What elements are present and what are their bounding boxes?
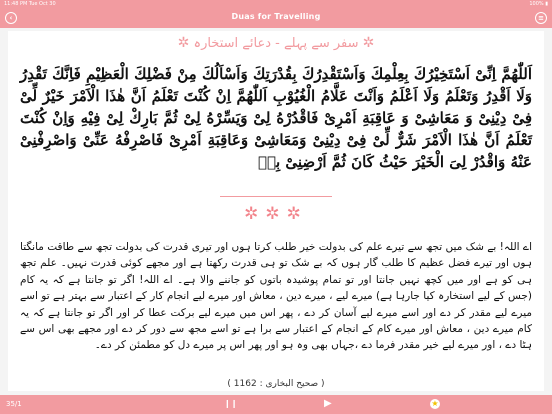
chevron-left-icon: ‹ xyxy=(9,14,13,22)
hamburger-menu-icon: ≡ xyxy=(538,14,544,22)
dua-title: سفر سے پہلے - دعائے استخارہ xyxy=(193,36,359,51)
dua-card xyxy=(8,31,544,391)
pause-icon[interactable]: ❙❙ xyxy=(224,399,238,408)
battery-indicator: 100% ▮ xyxy=(529,1,548,7)
arabic-dua-text: اَللّٰهُمَّ اِنِّىْ اَسْتَخِيْرُكَ بِعِلْمِكَ وَاَسْتَقْدِرُكَ بِقُدْرَتِكَ وَاَسْاَلُكَ مِنْ فَضْلِكَ الْعَظِيْمِ فَاِنَّكَ تَقْدِرُ وَلَا اَقْدِرُ وَتَعْلَمُ وَلَا اَعْلَمُ وَاَنْتَ عَلَّامُ الْغُيُوْبِ اَللّٰهُمَّ اِنْ كُنْتَ تَعْلَمُ اَنَّ هٰذَا الْاَمْرَ خَيْرٌ لِّىْ فِىْ دِيْنِىْ وَ مَعَاشِىْ وَ عَاقِبَةِ اَمْرِىْ فَاقْدُرْهُ لِىْ وَيَسِّرْهُ لِىْ ثُمَّ بَارِكْ لِىْ فِيْهِ وَاِنْ كُنْتَ تَعْلَمُ اَنَّ هٰذَا الْاَمْرَ شَرٌّ لِّىْ فِىْ دِيْنِىْ وَمَعَاشِىْ وَعَاقِبَةِ اَمْرِىْ فَاصْرِفْهُ عَنِّىْ وَاصْرِفْنِىْ عَنْهُ وَاقْدُرْ لِىَ الْخَيْرَ حَيْثُ كَانَ ثُمَّ اَرْضِنِىْ بِهٖ xyxy=(20,65,532,171)
status-time: 11:48 PM Tue Oct 30 xyxy=(4,1,56,7)
status-bar xyxy=(0,0,552,8)
urdu-translation: اے اللہ! بے شک میں تجھ سے تیرے علم کی بدولت خیر طلب کرتا ہوں اور تیری قدرت کی بدولت تجھ سے طاقت مانگتا ہوں اور تیرے فضل عظیم کا طلب گار ہوں کہ بے شک تو ہی قدرت رکھتا ہے اور مجھے کوئی قدرت نہیں۔ علم تجھ ہی کو ہے اور میں کچھ نہیں جانتا اور تو تمام پوشیدہ باتوں کو جاننے والا ہے۔ اے اللہ! اگر تو جانتا ہے کہ یہ کام (جس کے لیے استخارہ کیا جارہا ہے) میرے لیے ، میرے دین ، معاش اور میرے لیے انجام کار کے اعتبار سے بہتر ہے تو اسے میرے لیے مقدر کر دے اور اسے میرے لیے آسان کر دے ، پھر اس میں میرے لیے برکت عطا کر اور اگر تو جانتا ہے کہ یہ کام میرے دین ، معاش اور میرے کام کے انجام کے اعتبار سے برا ہے تو اسے مجھ سے دور کر دے اور مجھے بھی اس سے ہٹا دے ، اور میرے لیے خیر مقدر فرما دے ،جہاں بھی وہ ہو اور پھر اس پر میرے دل کو مطمئن کر دے۔ xyxy=(20,241,532,352)
navigation-bar xyxy=(0,8,552,28)
divider xyxy=(220,196,332,197)
decorative-star-icon: ✲ xyxy=(362,35,375,51)
menu-button[interactable] xyxy=(535,12,547,24)
play-icon[interactable]: ▶ xyxy=(324,398,332,409)
hadith-reference: ( صحیح البخاری : 1162 ) xyxy=(227,379,325,389)
dua-heading xyxy=(8,35,544,57)
favorite-star-icon[interactable]: ★ xyxy=(431,399,439,408)
dua-counter: 35/1 xyxy=(6,400,22,408)
bottom-toolbar xyxy=(0,395,552,414)
page-title: Duas for Travelling xyxy=(231,12,321,21)
decorative-star-icon: ✲ xyxy=(177,35,190,51)
separator-stars: ✲✲✲ xyxy=(244,204,308,224)
